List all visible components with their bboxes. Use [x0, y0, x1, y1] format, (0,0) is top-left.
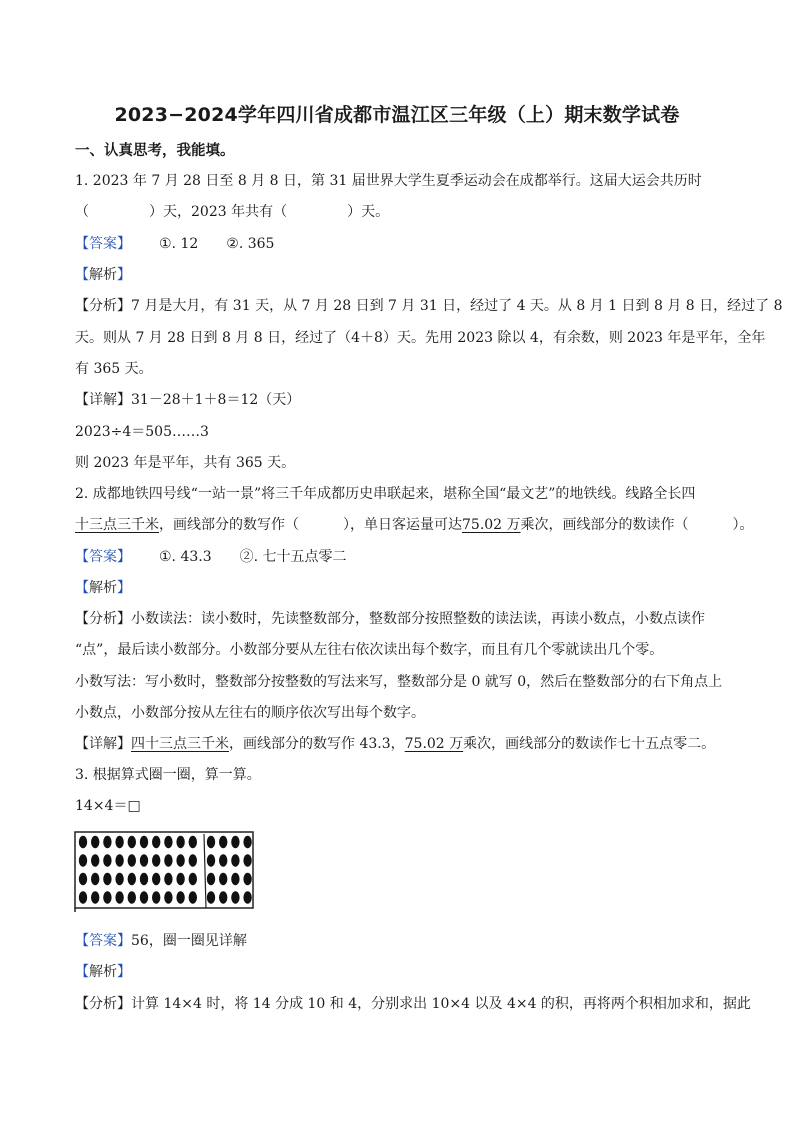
- q2-analysis-line2: “点”，最后读小数部分。小数部分要从左往右依次读出每个数字，而且有几个零就读出几个零。: [75, 642, 664, 658]
- dot: [140, 854, 148, 866]
- q1-answer: 【答案】 ①. 12 ②. 365: [75, 236, 275, 252]
- dot: [79, 873, 87, 885]
- dot: [128, 836, 136, 848]
- q2-analysis-line4: 小数点，小数部分按从左往右的顺序依次写出每个数字。: [75, 705, 425, 721]
- dot: [128, 854, 136, 866]
- dot: [231, 836, 239, 848]
- dot: [140, 836, 148, 848]
- dot: [176, 891, 184, 903]
- q1-text-line2: （ ）天，2023 年共有（ ）天。: [75, 204, 390, 220]
- dot: [189, 873, 197, 885]
- q1-detail-line1: 【详解】31－28＋1＋8＝12（天）: [75, 392, 301, 408]
- dot: [207, 854, 215, 866]
- answer-tag: 【答案】: [75, 933, 131, 949]
- dot: [243, 891, 251, 903]
- dot: [243, 873, 251, 885]
- q3-text-line1: 3. 根据算式圈一圈，算一算。: [75, 767, 261, 783]
- dot: [103, 854, 111, 866]
- q1-analysis-tag: 【解析】: [75, 267, 131, 283]
- q2-analysis-line1: 【分析】小数读法：读小数时，先读整数部分，整数部分按照整数的读法读，再读小数点，小数点读作: [75, 611, 705, 627]
- dot: [176, 854, 184, 866]
- dot: [115, 873, 123, 885]
- dot-array-figure: [73, 830, 255, 912]
- dot: [189, 891, 197, 903]
- dot: [91, 854, 99, 866]
- dot: [91, 836, 99, 848]
- dot: [91, 873, 99, 885]
- dot: [164, 873, 172, 885]
- dot: [164, 854, 172, 866]
- dot: [176, 836, 184, 848]
- dot: [91, 891, 99, 903]
- dot: [128, 873, 136, 885]
- dot: [152, 836, 160, 848]
- answer-tag: 【答案】: [75, 549, 131, 565]
- dot: [219, 836, 227, 848]
- q1-analysis-line2: 天。则从 7 月 28 日到 8 月 8 日，经过了（4＋8）天。先用 2023 除以 4，有余数，则 2023 年是平年，全年: [75, 330, 766, 346]
- q1-analysis-line3: 有 365 天。: [75, 361, 153, 377]
- dot: [103, 891, 111, 903]
- q1-detail-line2: 2023÷4＝505……3: [75, 424, 209, 440]
- dot: [79, 891, 87, 903]
- dot: [152, 854, 160, 866]
- dot: [207, 836, 215, 848]
- q2-analysis-tag: 【解析】: [75, 580, 131, 596]
- dot: [231, 854, 239, 866]
- dot: [207, 873, 215, 885]
- dot: [219, 854, 227, 866]
- q2-detail: 【详解】四十三点三千米，画线部分的数写作 43.3，75.02 万乘次，画线部分的数读作七十五点零二。: [75, 736, 716, 752]
- dot: [219, 873, 227, 885]
- page-title: 2023−2024学年四川省成都市温江区三年级（上）期末数学试卷: [114, 104, 680, 126]
- q2-text-line2: 十三点三千米，画线部分的数写作（ ），单日客运量可达75.02 万乘次，画线部分的数读作（ ）。: [75, 517, 754, 533]
- dot: [79, 836, 87, 848]
- dot: [103, 873, 111, 885]
- q1-text-line1: 1. 2023 年 7 月 28 日至 8 月 8 日，第 31 届世界大学生夏季运动会在成都举行。这届大运会共历时: [75, 173, 702, 189]
- dot: [219, 891, 227, 903]
- dot: [140, 891, 148, 903]
- q1-analysis-line1: 【分析】7 月是大月，有 31 天，从 7 月 28 日到 7 月 31 日，经过了 4 天。从 8 月 1 日到 8 月 8 日，经过了 8: [75, 298, 783, 314]
- dot: [140, 873, 148, 885]
- dot: [231, 873, 239, 885]
- figure-divider-line: [204, 834, 206, 908]
- q3-answer: 【答案】56，圈一圈见详解: [75, 933, 247, 949]
- q2-answer: 【答案】 ①. 43.3 ②. 七十五点零二: [75, 549, 347, 565]
- dot: [243, 854, 251, 866]
- dot-group: [79, 836, 252, 904]
- q3-analysis-line1: 【分析】计算 14×4 时，将 14 分成 10 和 4，分别求出 10×4 以及 4×4 的积，再将两个积相加求和，据此: [75, 996, 751, 1012]
- dot: [164, 891, 172, 903]
- dot: [207, 891, 215, 903]
- dot: [176, 873, 184, 885]
- dot: [128, 891, 136, 903]
- dot: [115, 891, 123, 903]
- dot: [152, 891, 160, 903]
- dot: [115, 854, 123, 866]
- dot: [152, 873, 160, 885]
- dot: [115, 836, 123, 848]
- answer-tag: 【答案】: [75, 236, 131, 252]
- q2-text-line1: 2. 成都地铁四号线“一站一景”将三千年成都历史串联起来，堪称全国“最文艺”的地铁线。线路全长四: [75, 486, 696, 502]
- dot: [231, 891, 239, 903]
- dot: [79, 854, 87, 866]
- dot: [164, 836, 172, 848]
- q3-analysis-tag: 【解析】: [75, 964, 131, 980]
- dot: [103, 836, 111, 848]
- q2-analysis-line3: 小数写法：写小数时，整数部分按整数的写法来写，整数部分是 0 就写 0，然后在整数部分的右下角点上: [75, 674, 723, 690]
- section-heading: 一、认真思考，我能填。: [75, 143, 235, 159]
- dot: [189, 854, 197, 866]
- dot: [189, 836, 197, 848]
- dot: [243, 836, 251, 848]
- q1-detail-line3: 则 2023 年是平年，共有 365 天。: [75, 455, 296, 471]
- q3-expression: 14×4＝□: [75, 798, 141, 814]
